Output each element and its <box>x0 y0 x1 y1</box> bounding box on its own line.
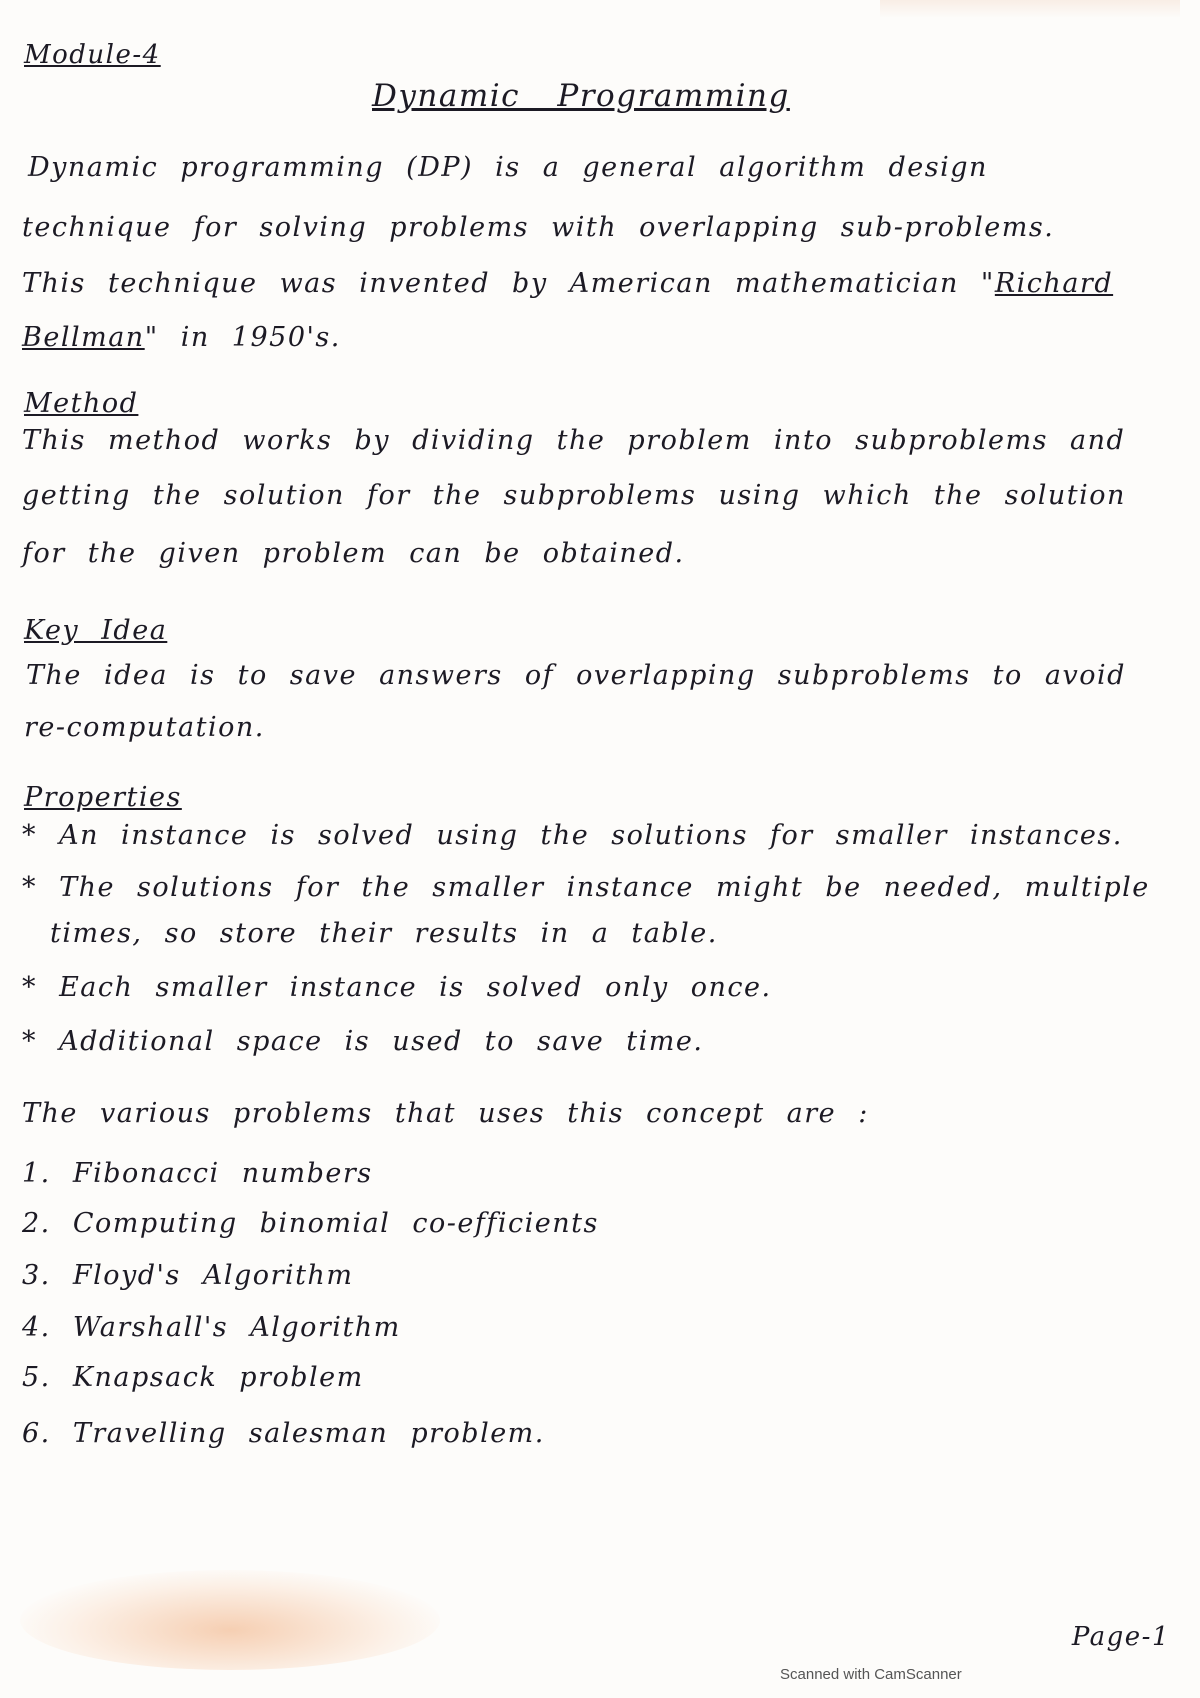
problem-item-4: 4. Warshall's Algorithm <box>22 1312 401 1343</box>
intro-line-3 <box>22 268 1113 299</box>
key-idea-line-1: The idea is to save answers of overlapping subproblems to avoid <box>26 660 1126 691</box>
method-line-2: getting the solution for the subproblems using which the solution <box>22 480 1126 511</box>
intro-line-2: technique for solving problems with overlapping sub-problems. <box>22 212 1055 243</box>
paper-stain <box>20 1570 440 1670</box>
problem-item-5: 5. Knapsack problem <box>22 1362 364 1393</box>
problem-item-1: 1. Fibonacci numbers <box>22 1158 373 1189</box>
problem-item-6: 6. Travelling salesman problem. <box>22 1418 545 1449</box>
property-line-5: * Additional space is used to save time. <box>22 1026 704 1057</box>
property-line-1: * An instance is solved using the solutions for smaller instances. <box>22 820 1123 851</box>
key-idea-line-2: re-computation. <box>24 712 265 743</box>
scanner-watermark: Scanned with CamScanner <box>780 1666 962 1683</box>
page-number: Page-1 <box>1071 1622 1170 1652</box>
intro-line-4 <box>22 322 341 353</box>
method-line-1: This method works by dividing the problem into subproblems and <box>22 425 1126 456</box>
inventor-last-name: Bellman <box>22 322 145 353</box>
problems-intro: The various problems that uses this concept are : <box>22 1098 869 1129</box>
problem-item-3: 3. Floyd's Algorithm <box>22 1260 354 1291</box>
inventor-first-name: Richard <box>994 268 1114 299</box>
module-label: Module-4 <box>24 40 161 70</box>
method-line-3: for the given problem can be obtained. <box>22 538 685 569</box>
property-line-2: * The solutions for the smaller instance might be needed, multiple <box>22 872 1150 903</box>
key-idea-heading: Key Idea <box>24 615 168 646</box>
intro-line-4-text: " in 1950's. <box>144 322 341 353</box>
method-heading: Method <box>24 388 139 419</box>
property-line-4: * Each smaller instance is solved only once. <box>22 972 772 1003</box>
intro-line-1: Dynamic programming (DP) is a general algorithm design <box>28 152 988 183</box>
paper-stain-top <box>880 0 1180 18</box>
problem-item-2: 2. Computing binomial co-efficients <box>22 1208 599 1239</box>
properties-heading: Properties <box>24 782 182 813</box>
page-title: Dynamic Programming <box>372 78 790 114</box>
property-line-3: times, so store their results in a table. <box>50 918 718 949</box>
intro-line-3-text: This technique was invented by American mathematician " <box>22 268 995 299</box>
